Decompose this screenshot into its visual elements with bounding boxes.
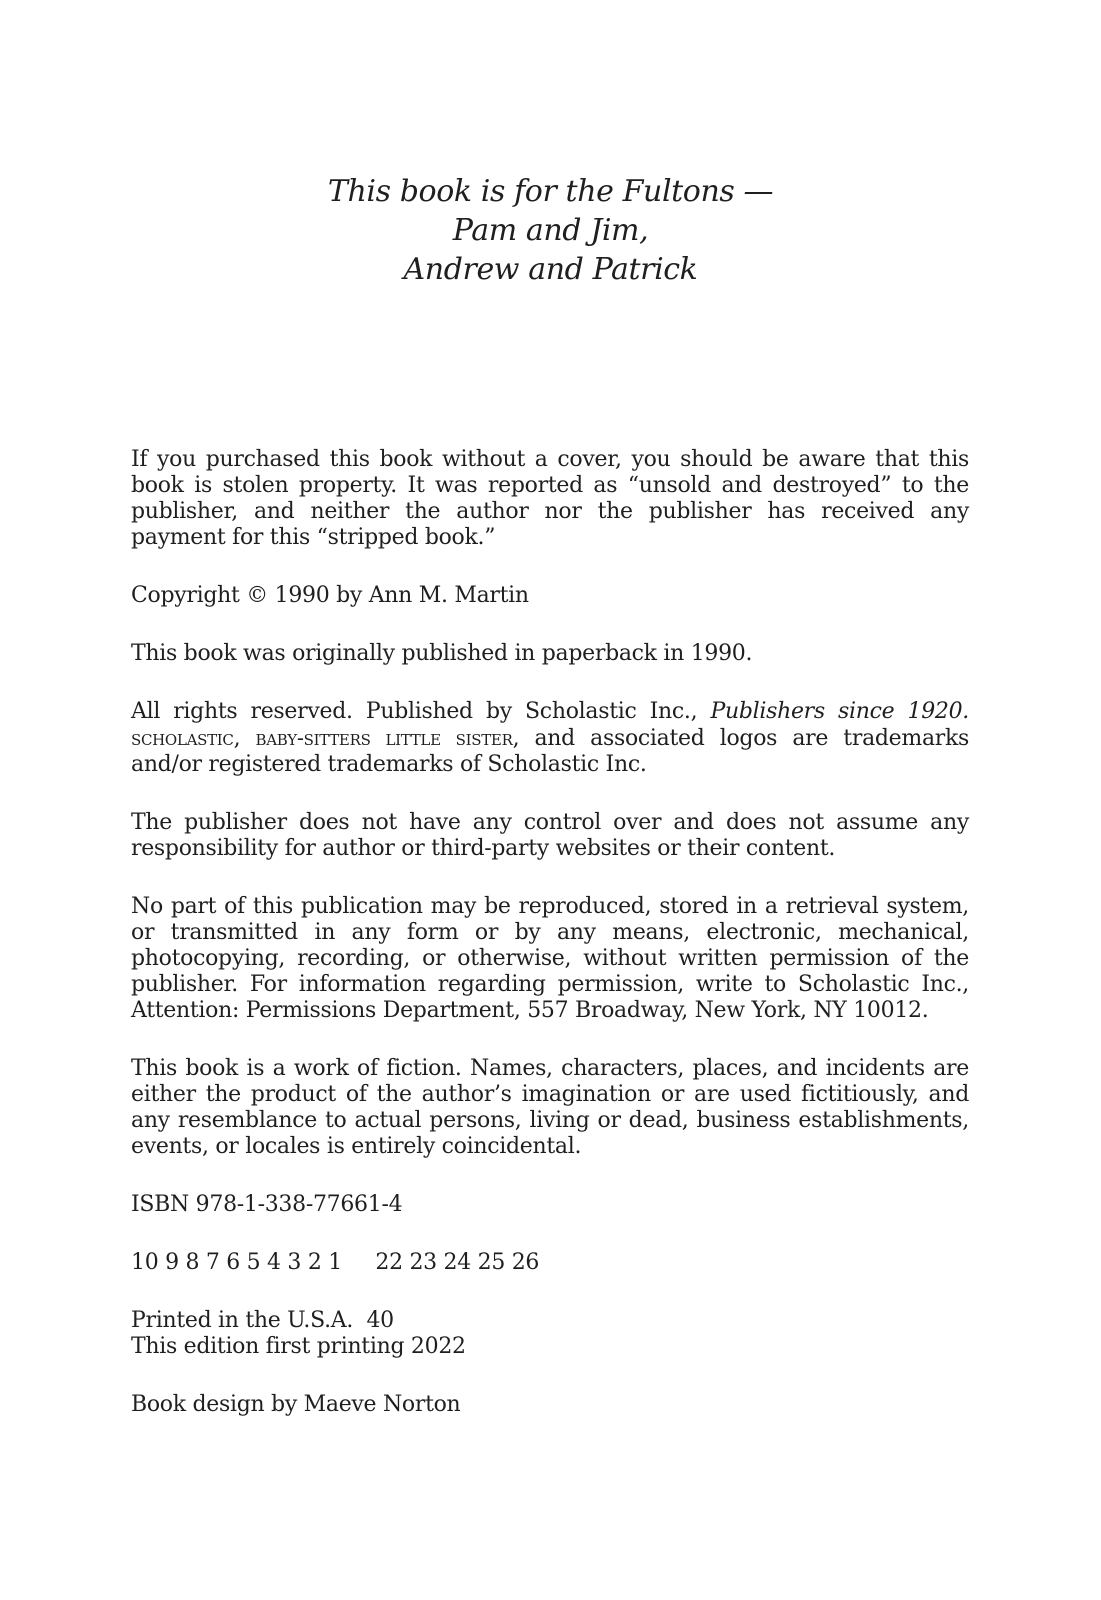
series-trademark: baby-sitters little sister [255, 726, 513, 750]
isbn-line: ISBN 978-1-338-77661-4 [131, 1192, 403, 1217]
printing-info [131, 1308, 969, 1360]
rights-text-2: , and associated logos are trademarks and/or registered trademarks of Scholastic Inc. [131, 726, 969, 777]
original-publication-line: This book was originally published in paperback in 1990. [131, 641, 753, 666]
dedication [0, 172, 1101, 289]
rights-paragraph: All rights reserved. Published by Scholastic Inc., Publishers since 1920. scholastic, baby-sitters little sister, and associated logos are trademarks and/or registered trademarks of Scholastic Inc. [131, 699, 970, 777]
book-design-credit: Book design by Maeve Norton [131, 1392, 461, 1417]
scholastic-trademark: scholastic [131, 726, 234, 750]
websites-disclaimer: The publisher does not have any control over and does not assume any responsibility for author or third-party websites or their content. [131, 810, 969, 861]
fiction-notice: This book is a work of fiction. Names, characters, places, and incidents are either the product of the author’s imagination or are used fictitiously, and any resemblance to actual persons, living or dead, business establishments, events, or locales is entirely coincidental. [131, 1056, 969, 1159]
dedication-line-3: Andrew and Patrick [403, 252, 698, 287]
copyright-line: Copyright © 1990 by Ann M. Martin [131, 583, 529, 608]
printing-number-line: 10 9 8 7 6 5 4 3 2 1 22 23 24 25 26 [131, 1250, 540, 1275]
printed-in-line: Printed in the U.S.A. 40 [131, 1308, 394, 1333]
reproduction-notice: No part of this publication may be reproduced, stored in a retrieval system, or transmitted in any form or by any means, electronic, mechanical, photocopying, recording, or otherwise, without written permission of the publisher. For information regarding permission, write to Scholastic Inc., Attention: Permissions Department, 557 Broadway, New York, NY 10012. [131, 894, 969, 1023]
copyright-text-block [131, 447, 969, 1450]
stripped-book-notice: If you purchased this book without a cover, you should be aware that this book is stolen property. It was reported as “unsold and destroyed” to the publisher, and neither the author nor the publisher has received any payment for this “stripped book.” [131, 447, 969, 550]
publishers-since-text: Publishers since 1920. [710, 699, 970, 724]
dedication-line-2: Pam and Jim, [452, 213, 649, 248]
rights-text-1: All rights reserved. Published by Scholastic Inc., [131, 699, 711, 724]
edition-line: This edition first printing 2022 [131, 1334, 466, 1359]
dedication-line-1: This book is for the Fultons — [327, 174, 774, 209]
